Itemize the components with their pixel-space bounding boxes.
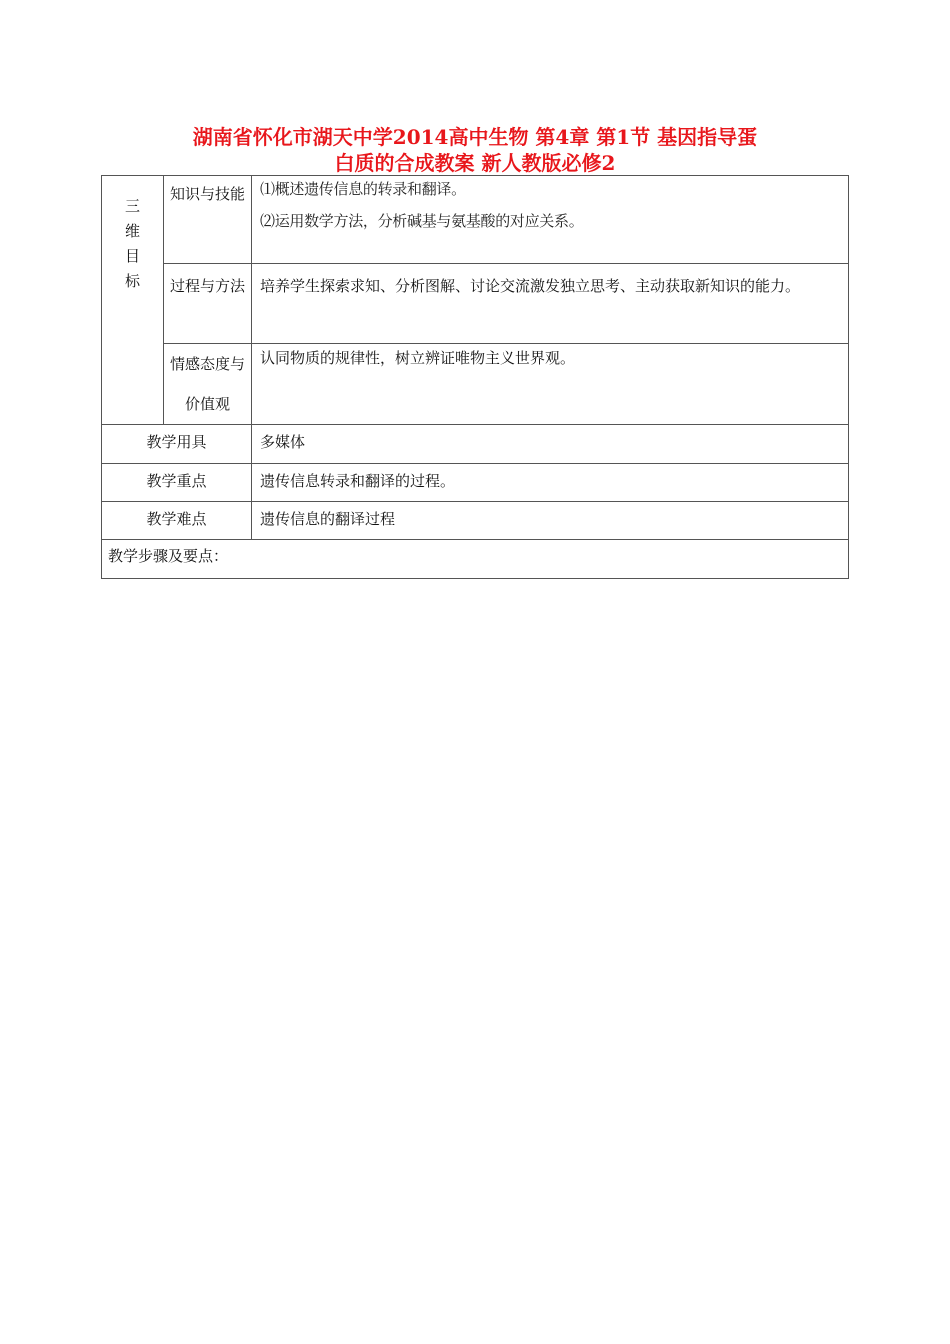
process-method-cell xyxy=(164,264,252,344)
knowledge-objective-1: ⑴概述遗传信息的转录和翻译。 xyxy=(260,180,466,198)
process-method-label: 过程与方法 xyxy=(170,277,246,295)
document-title-line-1: 湖南省怀化市湖天中学2014高中生物 第4章 第1节 基因指导蛋 xyxy=(192,125,758,149)
knowledge-objective-2: ⑵运用数学方法，分析碱基与氨基酸的对应关系。 xyxy=(260,212,584,230)
key-points-value: 遗传信息转录和翻译的过程。 xyxy=(252,464,849,502)
table-row-knowledge xyxy=(102,176,849,264)
difficulties-label: 教学难点 xyxy=(102,502,252,540)
key-points-label: 教学重点 xyxy=(102,464,252,502)
teaching-steps-label: 教学步骤及要点： xyxy=(102,540,849,579)
attitude-values-label: 情感态度与价值观 xyxy=(169,355,245,413)
teaching-tools-value: 多媒体 xyxy=(252,425,849,464)
three-dim-goals-label: 三维目标 xyxy=(124,197,140,290)
attitude-values-cell xyxy=(164,344,252,425)
document-title-line-2: 白质的合成教案 新人教版必修2 xyxy=(334,151,616,175)
table-row-key-points xyxy=(102,464,849,502)
process-method-text: 培养学生探索求知、分析图解、讨论交流激发独立思考、主动获取新知识的能力。 xyxy=(260,277,801,295)
knowledge-skills-content xyxy=(252,176,849,264)
teaching-tools-label: 教学用具 xyxy=(102,425,252,464)
lesson-plan-table xyxy=(101,175,849,579)
table-row-attitude xyxy=(102,344,849,425)
attitude-values-content xyxy=(252,344,849,425)
difficulties-value: 遗传信息的翻译过程 xyxy=(252,502,849,540)
process-method-content xyxy=(252,264,849,344)
table-row-tools xyxy=(102,425,849,464)
table-row-process xyxy=(102,264,849,344)
table-row-difficulties xyxy=(102,502,849,540)
table-row-steps xyxy=(102,540,849,579)
knowledge-skills-label: 知识与技能 xyxy=(170,185,246,203)
attitude-values-text: 认同物质的规律性，树立辨证唯物主义世界观。 xyxy=(260,349,576,367)
three-dim-goals-cell xyxy=(102,176,164,425)
knowledge-skills-cell xyxy=(164,176,252,264)
